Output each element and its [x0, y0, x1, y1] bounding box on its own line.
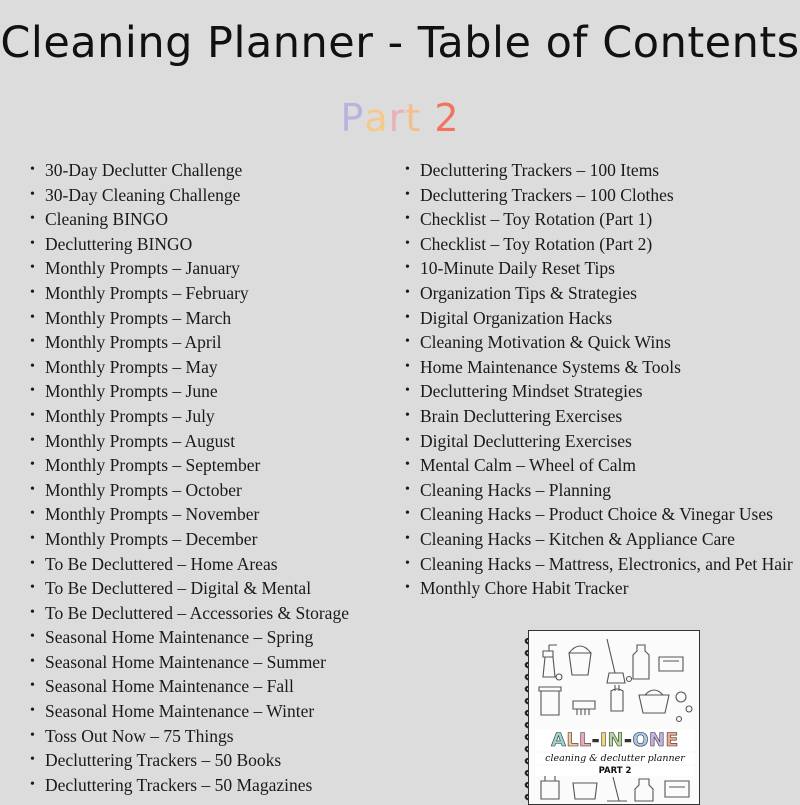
- contents-list-item: • To Be Decluttered – Accessories & Storage: [28, 601, 388, 626]
- contents-list-item: • Seasonal Home Maintenance – Summer: [28, 650, 388, 675]
- contents-list-item: • Digital Organization Hacks: [403, 306, 798, 331]
- planner-cover-image: [520, 630, 700, 805]
- cover-title-letter: -: [623, 729, 633, 751]
- contents-list-item: • Decluttering Trackers – 100 Clothes: [403, 183, 798, 208]
- contents-list-item: • Monthly Chore Habit Tracker: [403, 576, 798, 601]
- contents-list-item: • Decluttering Trackers – 50 Books: [28, 748, 388, 773]
- contents-list-item: • Brain Decluttering Exercises: [403, 404, 798, 429]
- cover-title-letter: L: [566, 729, 579, 751]
- contents-list-item: • Monthly Prompts – November: [28, 502, 388, 527]
- cover-part-label: PART 2: [535, 766, 695, 776]
- contents-list-item: • Decluttering BINGO: [28, 232, 388, 257]
- page-title: Cleaning Planner - Table of Contents: [0, 18, 800, 68]
- contents-list-item: • Decluttering Mindset Strategies: [403, 379, 798, 404]
- contents-list-item: • Checklist – Toy Rotation (Part 1): [403, 207, 798, 232]
- cover-title-letter: O: [632, 729, 649, 751]
- subtitle-letter: P: [340, 96, 365, 140]
- cover-title-letter: E: [665, 729, 679, 751]
- contents-list-item: • Monthly Prompts – March: [28, 306, 388, 331]
- contents-list-item: • Seasonal Home Maintenance – Winter: [28, 699, 388, 724]
- contents-list-right: [403, 158, 798, 601]
- contents-list-item: • Monthly Prompts – July: [28, 404, 388, 429]
- contents-list-item: • Cleaning Hacks – Mattress, Electronics, and Pet Hair: [403, 552, 798, 577]
- subtitle-letter: t: [405, 96, 422, 140]
- subtitle-letter: r: [388, 96, 406, 140]
- contents-list-item: • Cleaning Hacks – Kitchen & Appliance Care: [403, 527, 798, 552]
- subtitle-letter: a: [364, 96, 389, 140]
- contents-list-item: • 30-Day Cleaning Challenge: [28, 183, 388, 208]
- book-cover: [528, 630, 700, 805]
- contents-list-item: • Seasonal Home Maintenance – Spring: [28, 625, 388, 650]
- contents-list-item: • Monthly Prompts – June: [28, 379, 388, 404]
- contents-list-item: • Monthly Prompts – December: [28, 527, 388, 552]
- contents-list-item: • Monthly Prompts – February: [28, 281, 388, 306]
- contents-list-left: [28, 158, 388, 797]
- contents-list-item: • Digital Decluttering Exercises: [403, 429, 798, 454]
- contents-list-item: • Checklist – Toy Rotation (Part 2): [403, 232, 798, 257]
- cover-title-letter: N: [607, 729, 624, 751]
- contents-list-item: • Monthly Prompts – May: [28, 355, 388, 380]
- contents-list-item: • Monthly Prompts – October: [28, 478, 388, 503]
- contents-list-item: • Mental Calm – Wheel of Calm: [403, 453, 798, 478]
- contents-list-item: • Monthly Prompts – April: [28, 330, 388, 355]
- contents-list-item: • Home Maintenance Systems & Tools: [403, 355, 798, 380]
- contents-list-item: • Monthly Prompts – September: [28, 453, 388, 478]
- cover-subtitle: cleaning & declutter planner: [535, 753, 695, 764]
- doodle-pattern-icon: [529, 631, 700, 805]
- contents-list-item: • Toss Out Now – 75 Things: [28, 724, 388, 749]
- contents-list-item: • Seasonal Home Maintenance – Fall: [28, 674, 388, 699]
- cover-title-letter: L: [578, 729, 592, 751]
- cover-title: [535, 729, 695, 751]
- contents-list-item: • Cleaning Motivation & Quick Wins: [403, 330, 798, 355]
- contents-list-item: • To Be Decluttered – Digital & Mental: [28, 576, 388, 601]
- contents-list-item: • Decluttering Trackers – 50 Magazines: [28, 773, 388, 798]
- cover-title-letter: A: [551, 729, 567, 751]
- contents-list-item: • Cleaning BINGO: [28, 207, 388, 232]
- subtitle-letter: [421, 96, 434, 140]
- cover-title-letter: I: [599, 729, 608, 751]
- contents-list-item: • To Be Decluttered – Home Areas: [28, 552, 388, 577]
- contents-list-item: • Cleaning Hacks – Planning: [403, 478, 798, 503]
- contents-list-item: • Monthly Prompts – January: [28, 256, 388, 281]
- contents-list-item: • 10-Minute Daily Reset Tips: [403, 256, 798, 281]
- cover-title-letter: -: [591, 729, 600, 751]
- contents-list-item: • 30-Day Declutter Challenge: [28, 158, 388, 183]
- contents-list-item: • Decluttering Trackers – 100 Items: [403, 158, 798, 183]
- subtitle-part-2: [0, 96, 800, 140]
- contents-list-item: • Organization Tips & Strategies: [403, 281, 798, 306]
- cover-title-letter: N: [648, 729, 666, 751]
- contents-list-item: • Cleaning Hacks – Product Choice & Vinegar Uses: [403, 502, 798, 527]
- contents-list-item: • Monthly Prompts – August: [28, 429, 388, 454]
- subtitle-letter: 2: [434, 96, 460, 140]
